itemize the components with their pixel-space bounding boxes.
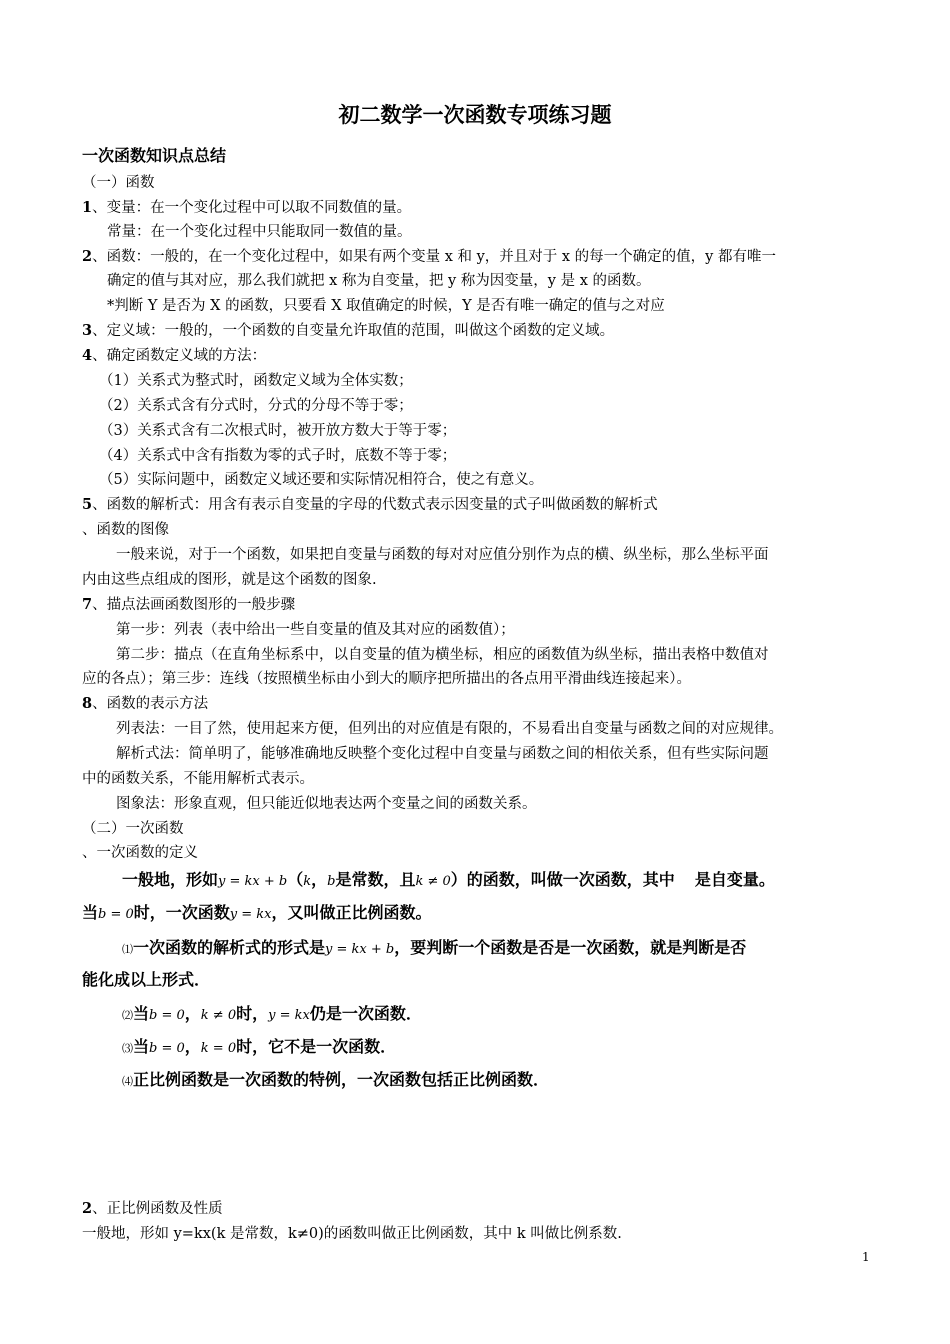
formula: b = 0	[149, 1041, 185, 1056]
item-number: 7	[82, 596, 93, 613]
item-number: 8	[82, 695, 93, 712]
item-4-sub-3: （3）关系式含有二次根式时，被开放方数大于等于零；	[99, 423, 457, 439]
item-1	[82, 198, 411, 218]
part3-heading	[82, 1199, 223, 1219]
item-1-sub: 常量：在一个变化过程中只能取同一数值的量。	[107, 224, 412, 240]
text: （	[287, 870, 304, 889]
text: 一次函数的解析式的形式是	[133, 938, 326, 957]
item-text: 、描点法画函数图形的一般步骤	[92, 597, 296, 613]
item-4	[82, 346, 266, 366]
formula: y = kx	[268, 1008, 310, 1023]
formula: y = kx + b	[325, 942, 395, 957]
note-1-line2: 能化成以上形式．	[82, 970, 211, 989]
text: ，又叫做正比例函数。	[271, 903, 432, 922]
item-7	[82, 595, 295, 615]
item-4-sub-1: （1）关系式为整式时，函数定义域为全体实数；	[99, 373, 413, 389]
item-7-step2: 第二步：描点（在直角坐标系中，以自变量的值为横坐标，相应的函数值为纵坐标，描出表格中数值对	[116, 647, 769, 663]
item-number: 5	[82, 496, 93, 513]
text: ，	[184, 1037, 201, 1056]
item-number: 2	[82, 1200, 93, 1217]
formula: b = 0	[149, 1008, 185, 1023]
item-number: 4	[82, 347, 93, 364]
item-text: 、变量：在一个变化过程中可以取不同数值的量。	[92, 200, 412, 216]
item-8-sub-2a: 解析式法：简单明了，能够准确地反映整个变化过程中自变量与函数之间的相依关系，但有些实际问题	[116, 746, 769, 762]
item-2	[82, 247, 776, 267]
definition-line1	[122, 869, 775, 893]
item-6-line1: 一般来说，对于一个函数，如果把自变量与函数的每对对应值分别作为点的横、纵坐标，那么坐标平面	[116, 547, 769, 563]
item-text: 、正比例函数及性质	[92, 1201, 223, 1217]
definition-line2	[82, 902, 432, 926]
item-6: 、函数的图像	[82, 522, 169, 538]
part1-heading: （一）函数	[82, 175, 155, 191]
item-8-sub-1: 列表法：一目了然，使用起来方便，但列出的对应值是有限的，不易看出自变量与函数之间的对应规律。	[116, 721, 783, 737]
formula: b	[327, 874, 336, 889]
page-title: 初二数学一次函数专项练习题	[338, 103, 612, 127]
item-text: 、函数：一般的，在一个变化过程中，如果有两个变量 x 和 y，并且对于 x 的每一个确定的值，y 都有唯一	[92, 249, 776, 265]
item-6-line2: 内由这些点组成的图形，就是这个函数的图象.	[82, 572, 377, 588]
note-tag: ⑵	[122, 1009, 133, 1022]
item-text: 、定义域：一般的，一个函数的自变量允许取值的范围，叫做这个函数的定义域。	[92, 323, 615, 339]
item-5	[82, 495, 658, 515]
text: 正比例函数是一次函数的特例，一次函数包括正比例函数．	[133, 1070, 550, 1089]
page-number: 1	[862, 1250, 870, 1264]
formula: b = 0	[98, 907, 134, 922]
section-heading: 一次函数知识点总结	[82, 146, 227, 165]
item-2-line2: 确定的值与其对应，那么我们就把 x 称为自变量，把 y 称为因变量，y 是 x 的函数。	[107, 273, 651, 289]
text: 时，它不是一次函数．	[236, 1037, 397, 1056]
item-number: 2	[82, 248, 93, 265]
text: 时，一次函数	[133, 903, 230, 922]
text: 时，	[236, 1004, 269, 1023]
note-tag: ⑶	[122, 1042, 133, 1055]
item-8	[82, 694, 208, 714]
item-3	[82, 321, 614, 341]
item-4-sub-5: （5）实际问题中，函数定义域还要和实际情况相符合，使之有意义。	[99, 472, 544, 488]
text: 一般地，形如	[122, 870, 219, 889]
formula: y = kx	[229, 907, 272, 922]
text: ）的函数，叫做一次函数，其中	[450, 870, 675, 889]
text: ，要判断一个函数是否是一次函数，就是判断是否	[394, 938, 747, 957]
item-8-sub-2b: 中的函数关系，不能用解析式表示。	[82, 771, 314, 787]
text: 仍是一次函数．	[309, 1004, 422, 1023]
formula: k	[303, 874, 312, 889]
item-text: 、函数的表示方法	[92, 696, 209, 712]
note-1	[122, 937, 746, 961]
text: 是自变量。	[694, 870, 775, 889]
text: ，	[184, 1004, 201, 1023]
note-3	[122, 1036, 396, 1060]
item-number: 1	[82, 199, 93, 216]
note-tag: ⑷	[122, 1075, 133, 1088]
formula: k = 0	[200, 1041, 237, 1056]
item-4-sub-4: （4）关系式中含有指数为零的式子时，底数不等于零；	[99, 448, 457, 464]
text: 当	[133, 1004, 150, 1023]
item-text: 、确定函数定义域的方法：	[92, 348, 267, 364]
text: 当	[82, 903, 99, 922]
formula: y = kx + b	[218, 874, 288, 889]
item-4-sub-2: （2）关系式含有分式时，分式的分母不等于零；	[99, 398, 413, 414]
part3-text: 一般地，形如 y=kx(k 是常数，k≠0)的函数叫做正比例函数，其中 k 叫做比例系数.	[82, 1226, 622, 1242]
text: ，	[311, 870, 328, 889]
item-text: 、函数的解析式：用含有表示自变量的字母的代数式表示因变量的式子叫做函数的解析式	[92, 497, 658, 513]
item-8-sub-3: 图象法：形象直观，但只能近似地表达两个变量之间的函数关系。	[116, 796, 537, 812]
text: 当	[133, 1037, 150, 1056]
note-2	[122, 1003, 422, 1027]
item-number: 3	[82, 322, 93, 339]
formula: k ≠ 0	[200, 1008, 237, 1023]
item-2-note: *判断 Y 是否为 X 的函数，只要看 X 取值确定的时候，Y 是否有唯一确定的值与之对应	[107, 298, 665, 314]
formula: k ≠ 0	[415, 874, 451, 889]
part2-heading: （二）一次函数	[82, 821, 184, 837]
part2-def-heading: 、一次函数的定义	[82, 845, 198, 861]
item-7-step1: 第一步：列表（表中给出一些自变量的值及其对应的函数值）；	[116, 622, 515, 638]
note-tag: ⑴	[122, 943, 133, 956]
item-7-step3: 应的各点）；第三步：连线（按照横坐标由小到大的顺序把所描出的各点用平滑曲线连接起来）。	[82, 671, 691, 687]
note-4	[122, 1069, 549, 1093]
text: 是常数，且	[335, 870, 416, 889]
